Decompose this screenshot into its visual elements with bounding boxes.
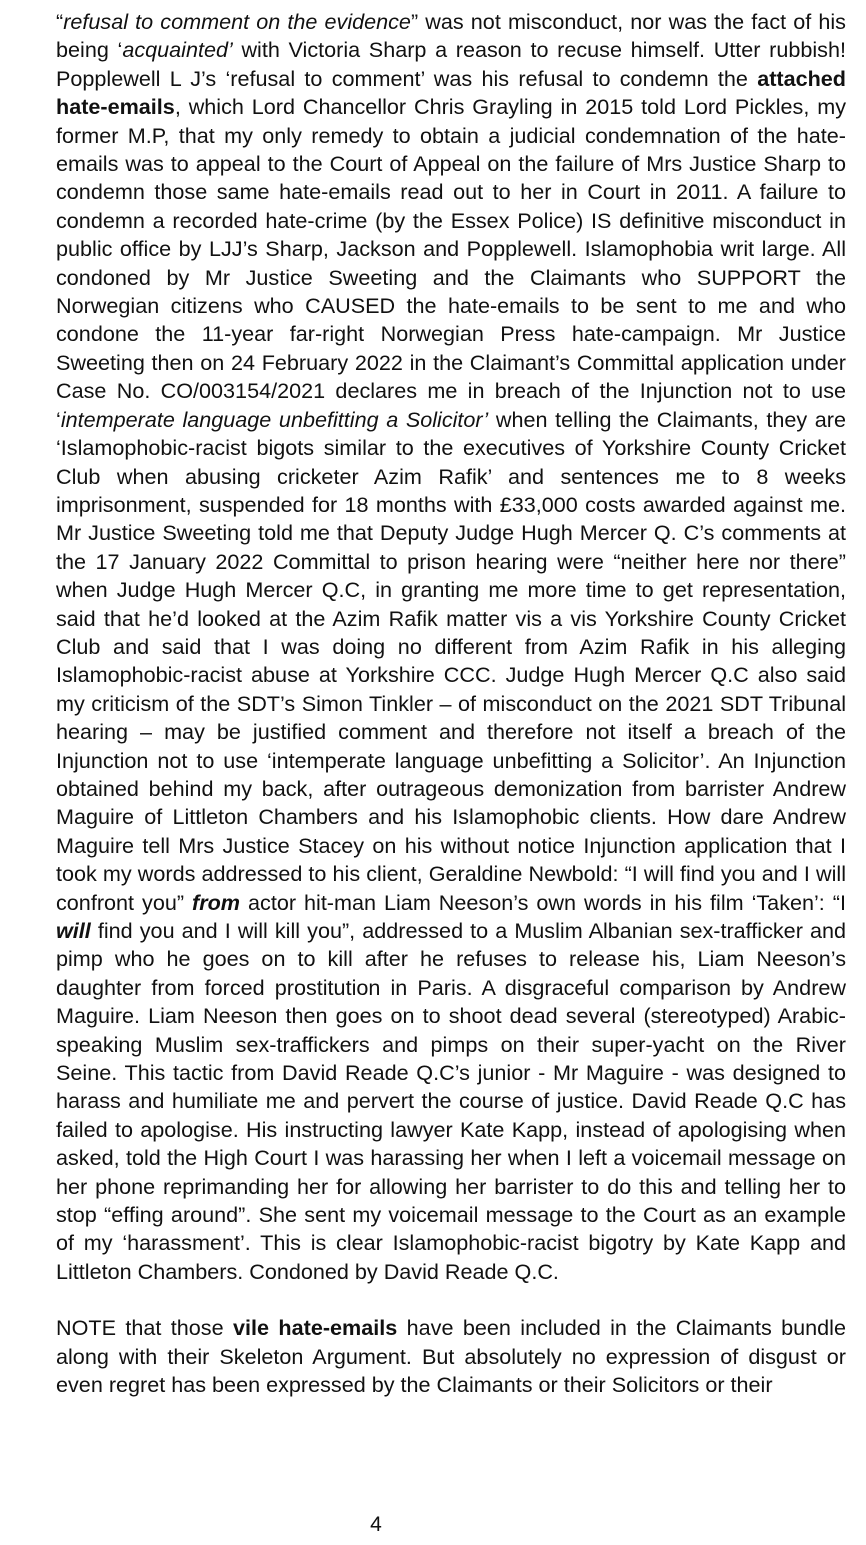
text-run: with Victoria Sharp a reason to recuse himself. Utter rubbish! Popplewell L J’s ‘refusal to comment’ was his refusal to condemn the xyxy=(56,37,846,91)
document-body xyxy=(56,8,846,1400)
text-run: NOTE that those xyxy=(56,1315,234,1341)
bold-italic-text-run: will xyxy=(56,918,91,943)
body-paragraph xyxy=(56,1314,846,1399)
bold-text-run: vile hate-emails xyxy=(233,1315,398,1341)
italic-text-run: refusal to comment on the evidence xyxy=(63,9,411,34)
text-run: “ xyxy=(56,9,64,34)
text-run: find you and I will kill you”, addressed to a Muslim Albanian sex-trafficker and pimp who he goes on to kill after he refuses to release his, Liam Neeson’s daughter from forced prostitution in Paris. A disgraceful comparison by Andrew Maguire. Liam Neeson then goes on to shoot dead several (stereotyped) Arabic-speaking Muslim sex-traffickers and pimps on their super-yacht on the River Seine. This tactic from David Reade Q.C’s junior - Mr Maguire - was designed to harass and humiliate me and pervert the course of justice. David Reade Q.C has failed to apologise. His instructing lawyer Kate Kapp, instead of apologising when asked, told the High Court I was harassing her when I left a voicemail message on her phone reprimanding her for allowing her barrister to do this and telling her to stop “effing around”. She sent my voicemail message to the Court as an example of my ‘harassment’. This is clear Islamophobic-racist bigotry by Kate Kapp and Littleton Chambers. Condoned by David Reade Q.C. xyxy=(56,918,846,1284)
text-run: , which Lord Chancellor Chris Grayling in 2015 told Lord Pickles, my former M.P, that my only remedy to obtain a judicial condemnation of the hate-emails was to appeal to the Court of Appeal on the failure of Mrs Justice Sharp to condemn those same hate-emails read out to her in Court in 2011. A failure to condemn a recorded hate-crime (by the Essex Police) IS definitive misconduct in public office by LJJ’s Sharp, Jackson and Popplewell. Islamophobia writ large. All condoned by Mr Justice Sweeting and the Claimants who SUPPORT the Norwegian citizens who CAUSED the hate-emails to be sent to me and who condone the 11-year far-right Norwegian Press hate-campaign. Mr Justice Sweeting then on 24 February 2022 in the Claimant’s Committal application under Case No. CO/003154/2021 declares me in breach of the Injunction not to use ‘ xyxy=(56,94,846,432)
text-run: have been included in the Claimants bundle along with their Skeleton Argument. But absolutely no expression of disgust or even regret has been expressed by the Claimants or their Solicitors or their xyxy=(56,1315,846,1398)
bold-italic-text-run: from xyxy=(192,889,241,915)
bold-text-run: attached hate-emails xyxy=(56,65,846,120)
body-paragraph xyxy=(56,8,846,1286)
page-number: 4 xyxy=(370,1513,382,1536)
italic-text-run: intemperate language unbefitting a Solicitor’ xyxy=(60,406,489,432)
text-run: when telling the Claimants, they are ‘Islamophobic-racist bigots similar to the executives of Yorkshire County Cricket Club when abusing cricketer Azim Rafik’ and sentences me to 8 weeks imprisonment, suspended for 18 months with £33,000 costs awarded against me. Mr Justice Sweeting told me that Deputy Judge Hugh Mercer Q. C’s comments at the 17 January 2022 Committal to prison hearing were “neither here nor there” when Judge Hugh Mercer Q.C, in granting me more time to get representation, said that he’d looked at the Azim Rafik matter vis a vis Yorkshire County Cricket Club and said that I was doing no different from Azim Rafik in his alleging Islamophobic-racist abuse at Yorkshire CCC. Judge Hugh Mercer Q.C also said my criticism of the SDT’s Simon Tinkler – of misconduct on the 2021 SDT Tribunal hearing – may be justified comment and therefore not itself a breach of the Injunction not to use ‘intemperate language unbefitting a Solicitor’. An Injunction obtained behind my back, after outrageous demonization from barrister Andrew Maguire of Littleton Chambers and his Islamophobic clients. How dare Andrew Maguire tell Mrs Justice Stacey on his without notice Injunction application that I took my words addressed to his client, Geraldine Newbold: “I will find you and I will confront you” xyxy=(56,406,847,915)
text-run: ” was not misconduct, nor was the fact of his being ‘ xyxy=(56,9,846,63)
italic-text-run: acquainted’ xyxy=(122,37,233,63)
text-run: actor hit-man Liam Neeson’s own words in his film ‘Taken’: “I xyxy=(240,889,846,915)
